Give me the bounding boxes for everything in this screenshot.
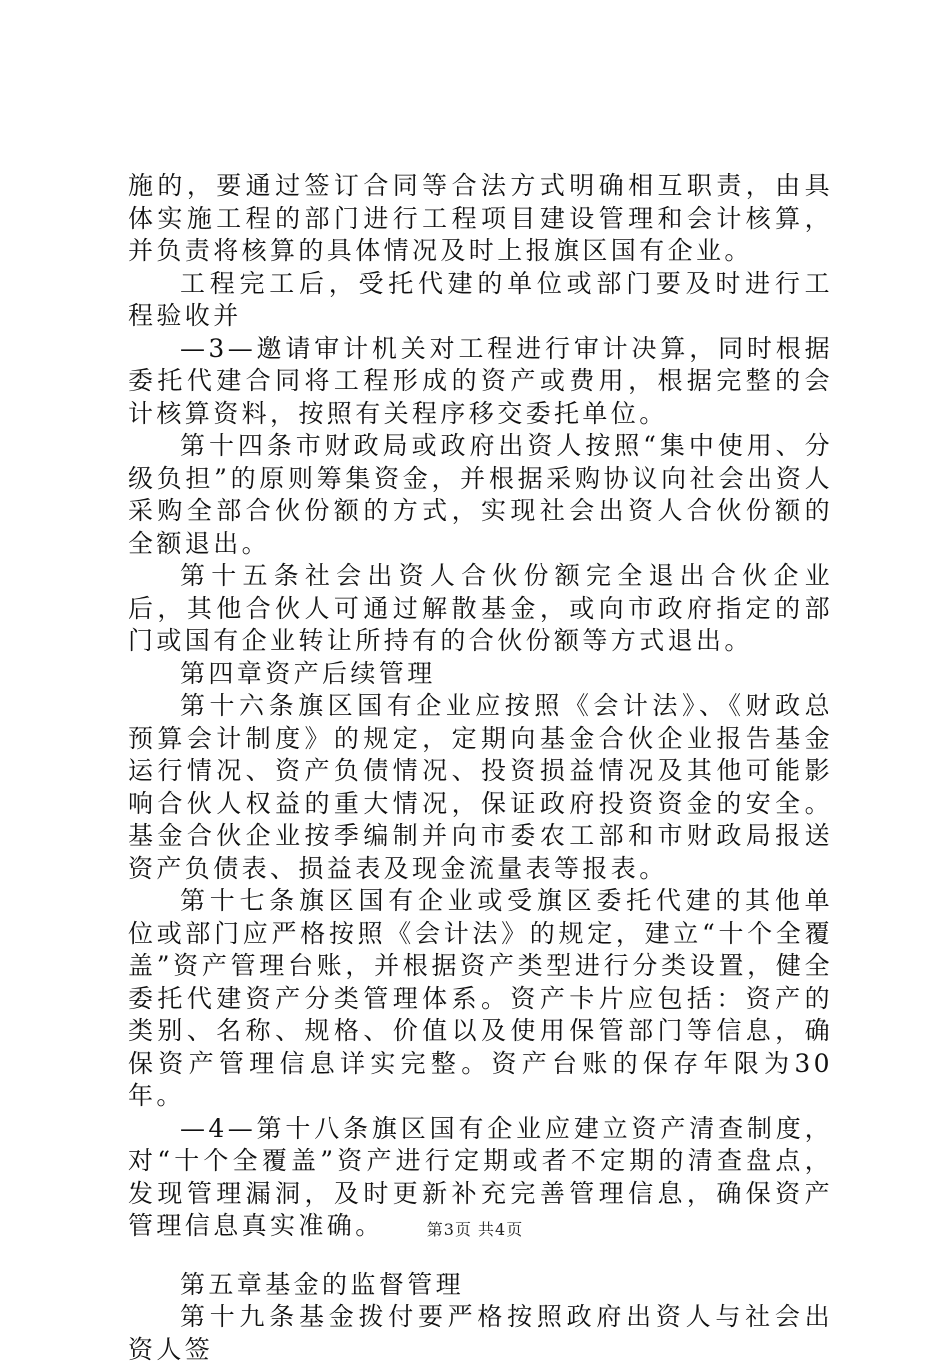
document-body: [128, 170, 833, 1366]
article-17: 第十七条旗区国有企业或受旗区委托代建的其他单位或部门应严格按照《会计法》的规定，建立“十个全覆盖”资产管理台账，并根据资产类型进行分类设置，健全委托代建资产分类管理体系。资产卡片应包括：资产的类别、名称、规格、价值以及使用保管部门等信息，确保资产管理信息详实完整。资产台账的保存年限为30年。: [128, 886, 833, 1110]
article-15: 第十五条社会出资人合伙份额完全退出合伙企业后，其他合伙人可通过解散基金，或向市政府指定的部门或国有企业转让所持有的合伙份额等方式退出。: [128, 561, 833, 655]
article-16: 第十六条旗区国有企业应按照《会计法》、《财政总预算会计制度》的规定，定期向基金合伙企业报告基金运行情况、资产负债情况、投资损益情况及其他可能影响合伙人权益的重大情况，保证政府投资资金的安全。基金合伙企业按季编制并向市委农工部和市财政局报送资产负债表、损益表及现金流量表等报表。: [128, 691, 833, 883]
spacer: [128, 1243, 833, 1269]
article-19: 第十九条基金拨付要严格按照政府出资人与社会出资人签: [128, 1302, 833, 1364]
article-14: 第十四条市财政局或政府出资人按照“集中使用、分级负担”的原则筹集资金，并根据采购协议向社会出资人采购全部合伙份额的方式，实现社会出资人合伙份额的全额退出。: [128, 431, 833, 558]
paragraph-completion: 工程完工后，受托代建的单位或部门要及时进行工程验收并: [128, 268, 833, 330]
article-18: —4—第十八条旗区国有企业应建立资产清查制度，对“十个全覆盖”资产进行定期或者不定期的清查盘点，发现管理漏洞，及时更新补充完善管理信息，确保资产管理信息真实准确。: [128, 1113, 833, 1240]
paragraph-continuation: 施的，要通过签订合同等合法方式明确相互职责，由具体实施工程的部门进行工程项目建设管理和会计核算，并负责将核算的具体情况及时上报旗区国有企业。: [128, 171, 833, 265]
chapter-5-heading: 第五章基金的监督管理: [180, 1269, 465, 1299]
chapter-4-heading: 第四章资产后续管理: [180, 658, 436, 688]
page-footer: 第3页 共4页: [426, 1220, 524, 1239]
paragraph-audit: —3—邀请审计机关对工程进行审计决算，同时根据委托代建合同将工程形成的资产或费用，根据完整的会计核算资料，按照有关程序移交委托单位。: [128, 333, 833, 428]
